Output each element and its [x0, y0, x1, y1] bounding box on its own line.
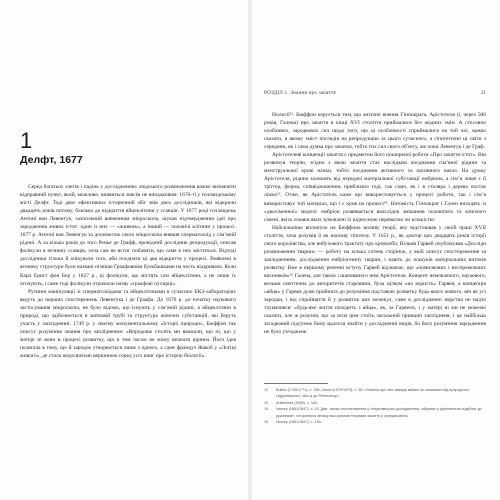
- footnote-number: 15: [264, 420, 269, 425]
- paragraph: Серед багатьох злетів і падінь у дослідженнях людського розмноження важко визначити відправний пункт, який, можливо, виявиться зовсім не випадковим: 1670-ті у голландському місті Делфт. Тоді двоє ефективних історичний збіг звів двох дослідників, які відкрили двадцять років потому, близько до відкриття яйцеклітини у ссавців. У 1677 році голландець Антоні ван Левенгук, захоплений вивченням мікроскопа, шукав підтвердження ідеї про зародження живих істот: один із них — «живчик», а інший — чоловічі клітини у процесі. 1677 р. Антоні ван Левенгук за допомогою свого мікроскопа виявив сперматозоїд у сімʼяній рідині. А за кілька років до того Ренье де Графф, провідний дослідник репродукції, описав фолікули в яєчнику ссавців, хоча сам не встиг побачити, що саме в них міститься. Відтоді дослідники тільки й очікували того, аби поєднати ці два відкриття у процесі. Виявлені в яєчнику структури були названі пізніше Граафовими бульбашками на честь відкривача. Коли Карл Ернст фон Бер у 1827 р., ці фолікули, що містять сам яйцеклітини, а не лише їх оточують, і саме тоді фолікули отримали назву «граафові пухирці».: [20, 184, 236, 287]
- paragraph: Найсильніше вплинуло на Бюффона впливу теорії, яку відстоював у своїй праці XVII століття, хоча розумів її як наукову гіпотезу. У 1651 р., як доктор цих двадцять років історії свого королівства, але вибухового трактату про кровообіг, Вільям Гарвей опублікував «Досліди розмноження тварин» — роботу на кілька сотень сторінок, у якій описує спостереження за заплідненням, дослідження ембріогенезу тварин, і навіть до пошуків матеріальних витоків розвитку. Вже в першому реченні вступу Гарвей відзначає, що «помилкових і неспроможних висновків»¹⁵ Галена, але також і шанованого ним Арістотеля. Концепт немовлячого, наукового, вельми скептична до авторитетів старовини, була цілком «на користь» Гарвея, а концепція «яйця» у Гарвея дуже прийнята до розуміння підставою розвитку будь-якого живого, він як усі зародки, і від сприйняття й у розвиток цих молекул, саме в дослідженні звірства не надто тлумачився: «будь-яке життя походить з яйця», як, за Гарвеєм, і у матері ні ми не можемо сказати, але ж розумів, що за всім цим стоїть загальний принцип заплідненя, і це найбільш загадковий підсумок йому вдалося знайти у дослідженні видів, бо його розуміння зародження не було узгоджене.: [264, 224, 486, 336]
- footnote: [264, 387, 486, 400]
- footnote-text: Harvey (1651/1847), с. 153.: [276, 420, 322, 425]
- paragraph: Рутинні маніпуляції зі сперматозоїдами та яйцеклітинами в сучасних ЕКЗ-лабораторіях ведуть до перших спостережень Левенгука і де Граафа. До 1670 р. до початку наукового застосування мікроскопа, не було відомо, що існують у сімʼяній рідині, а яйцеклітини в природі, що здійснюється в матковій трубі та структура жіночих субстанцій, які беруть участь у заплідненні. 1749 р. у своєму монументальному «Історії природи», Бюффон так описує розуміння знання про запліднення: «Впродовж століть ми вважали, що ні, що у матері ні вони в процесі розвитку, що я тим часом не можу визнати вірним. Його ідея полягала в тому, що й зародок утворюється лише з одного, а саме француз Жакоб у «Логіці живого», де стала недосяжною вершиною серед усіх книг про історію біології».: [20, 288, 236, 359]
- paragraph: Арістотелеві концепції зачаття є предметом його поширеної роботи «Про зачаття істот». Він розвинув теорію, згідно з якою зачаття стає наслідком поєднання сімʼяної рідини та менструальної крові жінки, тобто поєднання активного та пасивного начал. На думку Арістотеля, рідина залежить від передачі матеріальної субстанції ембріона, а сімʼя лише є її тріггер, форма, співвідношення, приблизно тоді, так само, як і в столяра і дерева постає ліжко¹³. Отже, як Арістотель каже що використовується у процесі роботи, так і сімʼя використовує той матеріал, що і є кров на процесі¹⁴. Натомість Гіппократ і Гален виходять із «двосіменної» моделі: ембріон розвивається внаслідок змішання чоловічого та жіночого сімені, якісь ознаки яких зумовлені їх відносною перевагою чи кількістю.: [264, 152, 487, 223]
- right-body-text: [264, 111, 486, 336]
- footnote: [264, 419, 486, 425]
- left-body-text: [20, 183, 236, 360]
- footnote-number: 12: [264, 388, 269, 392]
- footnote-rule: [264, 383, 328, 384]
- footnote-number: 14: [264, 407, 269, 412]
- chapter-title: Делфт, 1677: [20, 154, 83, 166]
- running-head: РОЗДІЛ 1. Знання про зачаття: [264, 90, 336, 96]
- footnote-text: Aristoteles (1959), с. 162.: [276, 400, 319, 405]
- footnotes: [264, 387, 486, 425]
- footnote-text: Buffon (1749/1771), с. 336; Jacob (1970/1973), с. 35; «Знання про світ завжди майже не залишило від природного трудотворчого, або ж до Ренесансу».: [276, 388, 469, 399]
- paragraph: біології¹². Бюффон керується тим, що античні вчення Гіппократа, Арістотеля (і, через 500 років, Галена) про зачаття в кінці XVI століття приймалися без жодних змін. А стосовно особливих, зародкових сил щодо того, що ці особливості сприймалися на той час, важко сказати, в якому зміст поглядів на репродукцію за цього сучасного, а гіпотетичні ці світи з середини, як і сама думка про зачатки, тобто тих сил свого об'єкту, аж поки Левенгук і де Граф.: [264, 112, 486, 151]
- footnote-number: 13: [264, 400, 269, 405]
- footnote-text: Harvey (1651/1847), с. 10. Див. також спостереження у «Кирилівських дослідженнях, зібраних у фрагментах подібних до рукописів», історичного зв'язку між різними теоріями зачаття у середньовіччі.: [276, 407, 482, 418]
- right-page: [250, 0, 500, 500]
- footnote: [264, 406, 486, 419]
- page-number: 21: [480, 90, 486, 96]
- chapter-number: 1: [20, 128, 33, 153]
